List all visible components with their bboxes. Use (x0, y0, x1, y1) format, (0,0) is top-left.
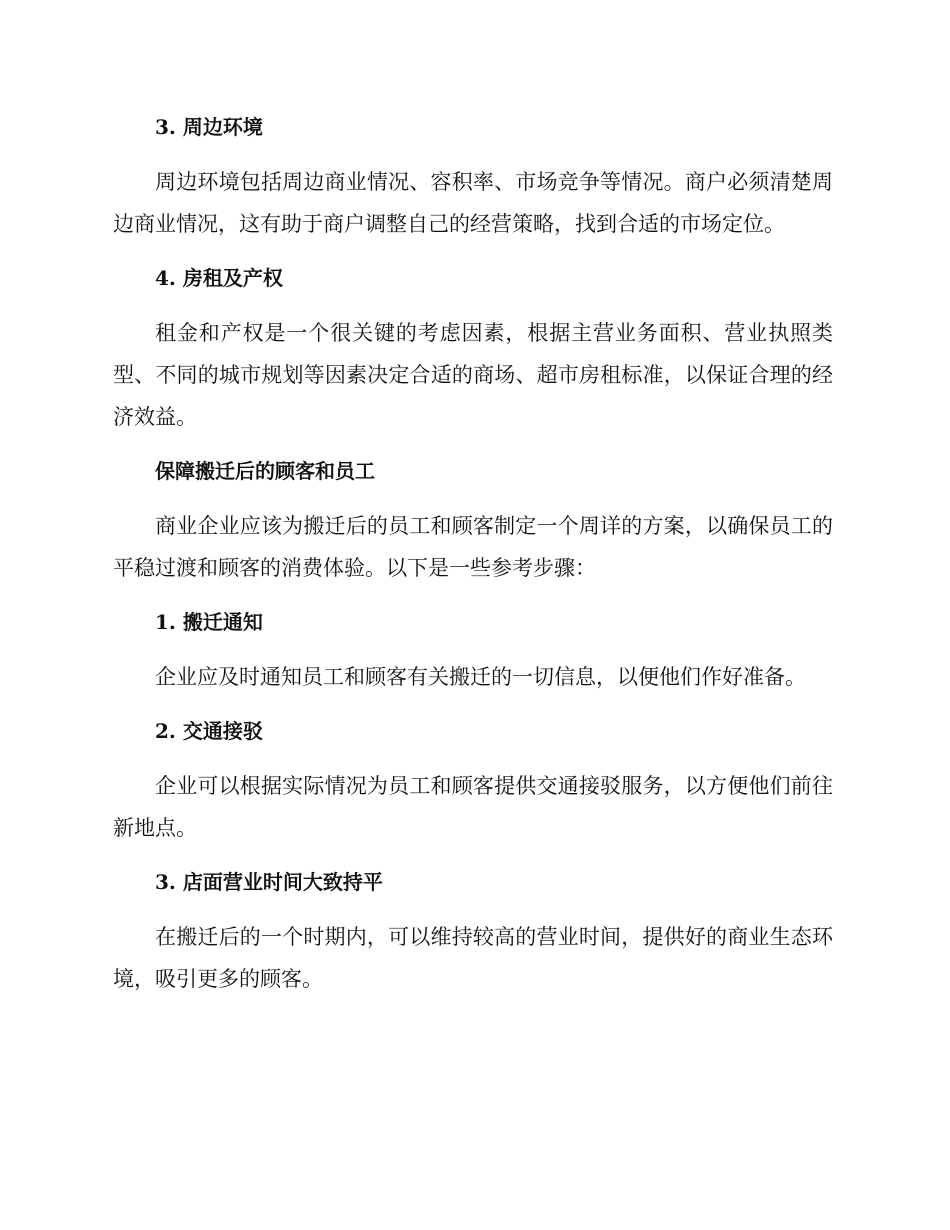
section-heading: 保障搬迁后的顾客和员工 (155, 459, 375, 483)
section-paragraph: 在搬迁后的一个时期内，可以维持较高的营业时间，提供好的商业生态环境，吸引更多的顾客。 (113, 925, 833, 991)
section-heading: 2. 交通接驳 (155, 719, 263, 743)
section-heading: 4. 房租及产权 (155, 266, 283, 290)
section-heading: 1. 搬迁通知 (155, 610, 263, 634)
section-paragraph: 周边环境包括周边商业情况、容积率、市场竞争等情况。商户必须清楚周边商业情况，这有助于商户调整自己的经营策略，找到合适的市场定位。 (113, 170, 833, 236)
document-page (113, 106, 833, 1000)
section-heading: 3. 店面营业时间大致持平 (155, 870, 383, 894)
section-paragraph: 企业可以根据实际情况为员工和顾客提供交通接驳服务，以方便他们前往新地点。 (113, 774, 833, 840)
section-paragraph: 商业企业应该为搬迁后的员工和顾客制定一个周详的方案，以确保员工的平稳过渡和顾客的消费体验。以下是一些参考步骤： (113, 514, 833, 580)
section-paragraph: 租金和产权是一个很关键的考虑因素，根据主营业务面积、营业执照类型、不同的城市规划等因素决定合适的商场、超市房租标准，以保证合理的经济效益。 (113, 321, 833, 429)
section-paragraph: 企业应及时通知员工和顾客有关搬迁的一切信息，以便他们作好准备。 (155, 665, 806, 689)
section-heading: 3. 周边环境 (155, 115, 263, 139)
